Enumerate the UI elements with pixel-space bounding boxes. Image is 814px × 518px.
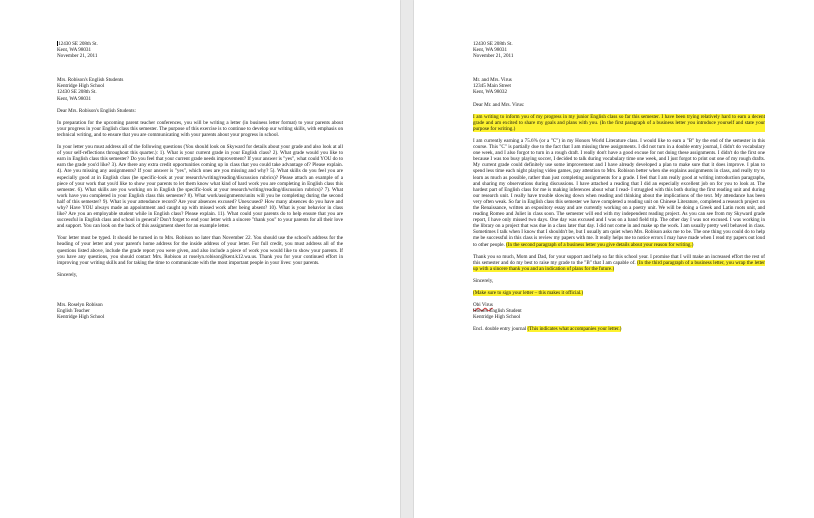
- sender-address-line-1: 12430 SE 208th St.: [58, 41, 98, 47]
- paragraph-2-note: (In the second paragraph of a business letter you give details about your reason for writing.): [506, 241, 694, 248]
- example-letter: [473, 41, 765, 332]
- sign-instruction-note: (Make sure to sign your letter – this makes it official.): [473, 290, 584, 296]
- salutation: Dear Mr. and Mrs. Virus:: [473, 101, 525, 108]
- recipient-line-2: Kentridge High School: [57, 83, 105, 90]
- enclosure-line: [473, 326, 765, 332]
- enclosure-text: Encl. double entry journal: [473, 326, 527, 333]
- recipient-line-1: Mrs. Robison's English Students: [57, 77, 124, 84]
- body-paragraph-2: In your letter you must address all of the following questions (You should look on Skyward for details about your grade and also look at all of your self-reflections throughout this quarter.): 1). What is your current grade in your English class? 2). What grade would you like to earn in English class this semester? Do you feel that your current grade needs improvement? If your answer is "yes", what could YOU do to earn the grade you'd like? 3). Are there any extra credit opportunities coming up in class that you could take advantage of? Please explain. 4). Are you missing any assignments? If your answer is "yes", which ones are you missing and why? 5). What skills do you feel you are especially good at in English class (be specific-look at your research/writing/reading/discussion rubrics)? Please attach an example of a piece of your work that you'd like to show your parents to let them know what kind of hard work you are completing in English class this semester. 6). What skills are you working on in English (be specific-look at your research/writing/reading/discussion rubrics)? 7). What work have you completed in your English class this semester? 8). What work/assignments/units will you be completing during the second half of this semester? 9). What is your attendance record? Are your absences excused? Unexcused? How many absences do you have and why? Have YOU always made an appointment and caught up with missed work after being absent? 10). What is your behavior in class like? Are you an employable student while in English class? Please explain. 11). What could your parents do to help ensure that you are successful in English class and school in general? Don't forget to end your letter with a sincere "thank you" to your parents for all their love and support. You can look on the back of this assignment sheet for an example letter.: [57, 144, 343, 230]
- enclosure-note: (This indicates what accompanies your letter.): [527, 326, 622, 333]
- recipient-line-3: 12430 SE 208th St.: [57, 89, 97, 96]
- letter-date: November 21, 2011: [473, 53, 514, 60]
- body-paragraph-3: [473, 254, 765, 272]
- paragraph-2-text: I am currently earning a 75.6% (or a "C") in my Honors World Literature class. I would like to earn a "B" by the end of the semester in this course. This "C" is partially due to the fact that I am missing three assignments. I did not turn in a double entry journal, I didn't do vocabulary one week, and I also forgot to turn in a rough draft. I really don't have a good excuse for not doing these assignments. I didn't do the first one because I was too busy playing soccer, I decided to talk during vocabulary time one week, and I just forgot to print out one of my rough drafts. My current grade could definitely use some improvement and I have already developed a plan to make sure that it does improve. I plan to spend less time each night playing video games, pay attention to Mrs. Robison better when she explains assignments in class, and really try to learn as much as possible, rather than just completing assignments for a grade. I feel that I am really good at writing introduction paragraphs, and sharing my observations during discussions. I have attached a reading that I did an especially excellent job on for you to look at. The hardest part of English class for me is making inferences about what I read- I struggled with this both during the first reading unit and during our research unit. I really have trouble slowing down when reading and thinking about the implications of the text. My attendance has been very often weak. So far in English class this semester we have completed a reading unit on Chinese Literature, completed a research project on the Renaissance, written an expository essay and are currently working on a poetry unit. We will be doing a Greek and Latin roots unit, and reading Romeo and Juliet in class soon. The semester will end with my independent reading project. As you can see from my Skyward grade report, I have only missed two days. One day was excused and I was on a band field trip. The other day I was not excused. I was working in the library on a project that was due in a class later that day. I did not come in and make up the work. I am usually pretty well behaved in class. Sometimes I talk when I know that I shouldn't be, but I usually am quiet when Mrs. Robison asks me to be. The one thing you could do to help me be successful in this class is review my papers with me. It really helps me to notice errors I may have made when I read my papers out loud to other people.: [473, 137, 765, 248]
- signature-name: Mrs. Roselyn Robison: [57, 301, 103, 308]
- closing: Sincerely,: [57, 271, 78, 278]
- paragraph-1-text: I am writing to inform you of my progress in my junior English class so far this semester. I have been trying relatively hard to earn a decent grade and am excited to share my goals and plans with you.: [473, 113, 765, 126]
- closing: Sincerely,: [473, 277, 494, 284]
- signature-title: English Teacher: [57, 308, 90, 314]
- salutation: Dear Mrs. Robison's English Students:: [57, 107, 136, 114]
- body-paragraph-1: In preparation for the upcoming parent teacher conferences, you will be writing a letter (in business letter format) to your parents about your progress in your English class this semester. The purpose of this exercise is to continue to develop our writing skills, with emphasis on technical writing, and to ensure that you are communicating with your parents about your progress in school.: [57, 119, 343, 138]
- paragraph-1-note: (In the first paragraph of a business letter you introduce yourself and state your purpose for writing.): [473, 119, 765, 132]
- left-document-page: [0, 0, 400, 518]
- body-paragraph-1: [473, 114, 765, 132]
- paragraph-3-text: Thank you so much, Mom and Dad, for your support and help so far this school year. I promise that I will make an increased effort the rest of this semester and do my best to raise my grade to the "B" that I am capable of.: [473, 253, 765, 266]
- right-document-page: [414, 0, 814, 518]
- signature-name: Obi Virus: [473, 302, 493, 309]
- sender-address-line-1: 12430 SE 208th St.: [473, 41, 513, 47]
- body-paragraph-3: Your letter must be typed. It should be turned in to Mrs. Robison no later than November 22. You should use the school's address for the heading of your letter and your parent's home address for the inside address of your letter. For full credit, you must address all of the questions listed above, include the grade report you were given, and also include a piece of work you would like to show your parents. If you have any questions, you should contact Mrs. Robison at roselyn.robison@kent.k12.wa.us. Thank you for your continued effort in improving your writing skills and for taking the time to communicate with the most important people in your lives: your parents.: [57, 235, 343, 266]
- signature-school: Kentridge High School: [473, 314, 521, 321]
- recipient-line-2: 12345 Main Street: [473, 83, 511, 90]
- assignment-letter: [57, 41, 343, 320]
- signature-title: Honors English Student: [473, 308, 522, 315]
- sender-address-line-2: Kent, WA 98031: [473, 47, 508, 54]
- sender-address-line-2: Kent, WA 98031: [57, 47, 92, 54]
- letter-date: November 21, 2011: [57, 53, 98, 60]
- recipient-line-3: Kent, WA 98032: [473, 89, 508, 96]
- body-paragraph-2: [473, 138, 765, 248]
- paragraph-3-note: (In the third paragraph of a business letter, you wrap the letter up with a sincere thank you and an indication of plans for the future.): [473, 259, 765, 272]
- recipient-line-1: Mr. and Mrs. Virus: [473, 77, 512, 84]
- recipient-line-4: Kent, WA 98031: [57, 95, 92, 102]
- signature-school: Kentridge High School: [57, 314, 105, 321]
